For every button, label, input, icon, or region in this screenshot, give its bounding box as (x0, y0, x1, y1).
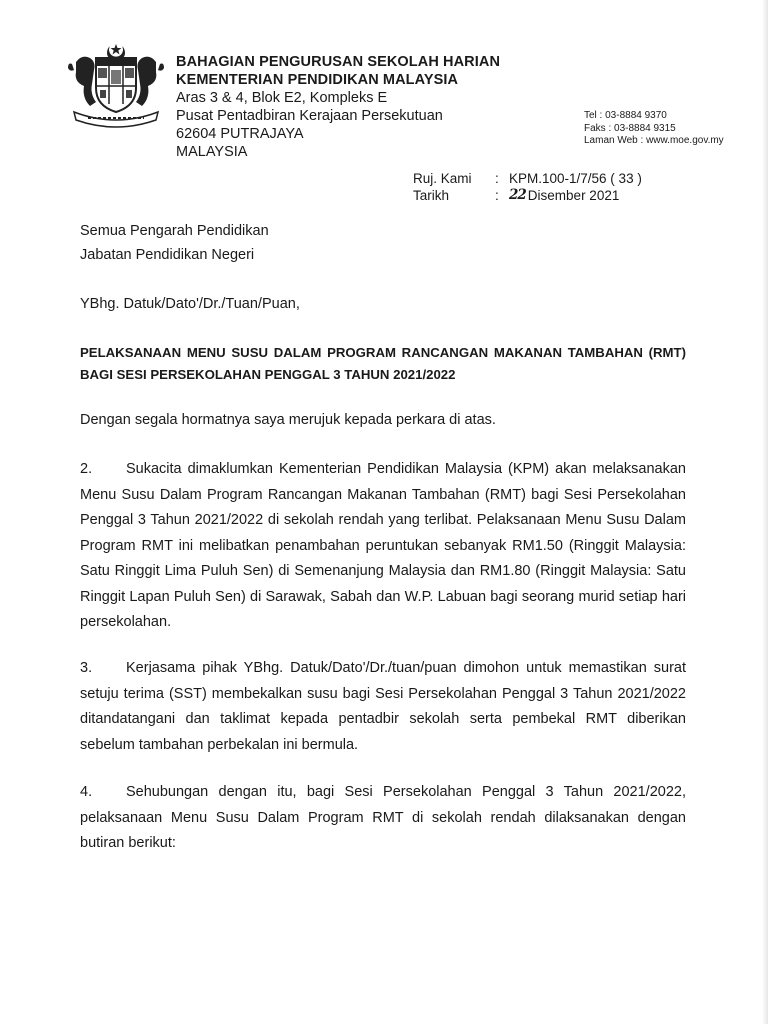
address-line: Aras 3 & 4, Blok E2, Kompleks E (176, 90, 388, 106)
recipient-block (80, 219, 269, 267)
address-line: Pusat Pentadbiran Kerajaan Persekutuan (176, 108, 443, 124)
date-value: Disember 2021 (527, 188, 620, 203)
scan-edge (762, 0, 768, 1024)
malaysia-coat-of-arms-icon (66, 42, 166, 128)
letter-subject: PELAKSANAAN MENU SUSU DALAM PROGRAM RANCANGAN MAKANAN TAMBAHAN (RMT) BAGI SESI PERSEKOLAHAN PENGGAL 3 TAHUN 2021/2022 (80, 345, 686, 382)
address-line: 62604 PUTRAJAYA (176, 126, 304, 142)
date-label: Tarikh (413, 188, 450, 203)
website: Laman Web : www.moe.gov.my (584, 135, 724, 146)
handwritten-day: 22 (509, 187, 526, 203)
recipient-line: Semua Pengarah Pendidikan (80, 223, 269, 239)
salutation: YBhg. Datuk/Dato'/Dr./Tuan/Puan, (80, 296, 300, 312)
paragraph-text: Sehubungan dengan itu, bagi Sesi Persekolahan Penggal 3 Tahun 2021/2022, pelaksanaan Menu Susu Dalam Program RMT di sekolah rendah dilaksanakan dengan butiran berikut: (80, 784, 686, 851)
paragraph-text: Sukacita dimaklumkan Kementerian Pendidikan Malaysia (KPM) akan melaksanakan Menu Susu Dalam Program Rancangan Makanan Tambahan (RMT) bagi Sesi Persekolahan Penggal 3 Tahun 2021/2022 di sekolah rendah yang terlibat. Pelaksanaan Menu Susu Dalam Program RMT ini melibatkan penambahan peruntukan sebanyak RM1.50 (Ringgit Malaysia: Satu Ringgit Lima Puluh Sen) di Semenanjung Malaysia dan RM1.80 (Ringgit Malaysia: Satu Ringgit Lapan Puluh Sen) di Sarawak, Sabah dan W.P. Labuan bagi seorang murid setiap hari persekolahan. (80, 461, 686, 630)
fax: Faks : 03-8884 9315 (584, 122, 676, 134)
date-separator: : (495, 188, 499, 203)
paragraph-text: Kerjasama pihak YBhg. Datuk/Dato'/Dr./tuan/puan dimohon untuk memastikan surat setuju terima (SST) membekalkan susu bagi Sesi Persekolahan Penggal 3 Tahun 2021/2022 ditandatangani dan taklimat kepada pentadbir sekolah serta pembekal RMT diberikan sebelum tambahan perbekalan ini bermula. (80, 660, 686, 753)
letterhead-contact (584, 110, 724, 148)
reference-separator: : (495, 171, 499, 186)
org-division: BAHAGIAN PENGURUSAN SEKOLAH HARIAN (176, 54, 501, 70)
paragraph-number: 3. (80, 660, 93, 676)
reference-block (413, 170, 642, 204)
reference-label: Ruj. Kami (413, 171, 472, 186)
paragraph (80, 656, 686, 758)
recipient-line: Jabatan Pendidikan Negeri (80, 247, 255, 263)
reference-number: KPM.100-1/7/56 ( 33 ) (509, 171, 642, 186)
letterhead-organisation (176, 53, 500, 161)
paragraph (80, 457, 686, 636)
paragraph-number: 2. (80, 461, 93, 477)
paragraph (80, 780, 686, 857)
paragraph-number: 4. (80, 784, 93, 800)
telephone: Tel : 03-8884 9370 (584, 110, 667, 121)
address-line: MALAYSIA (176, 144, 248, 160)
org-ministry: KEMENTERIAN PENDIDIKAN MALAYSIA (176, 72, 459, 88)
opening-sentence: Dengan segala hormatnya saya merujuk kepada perkara di atas. (80, 412, 496, 428)
